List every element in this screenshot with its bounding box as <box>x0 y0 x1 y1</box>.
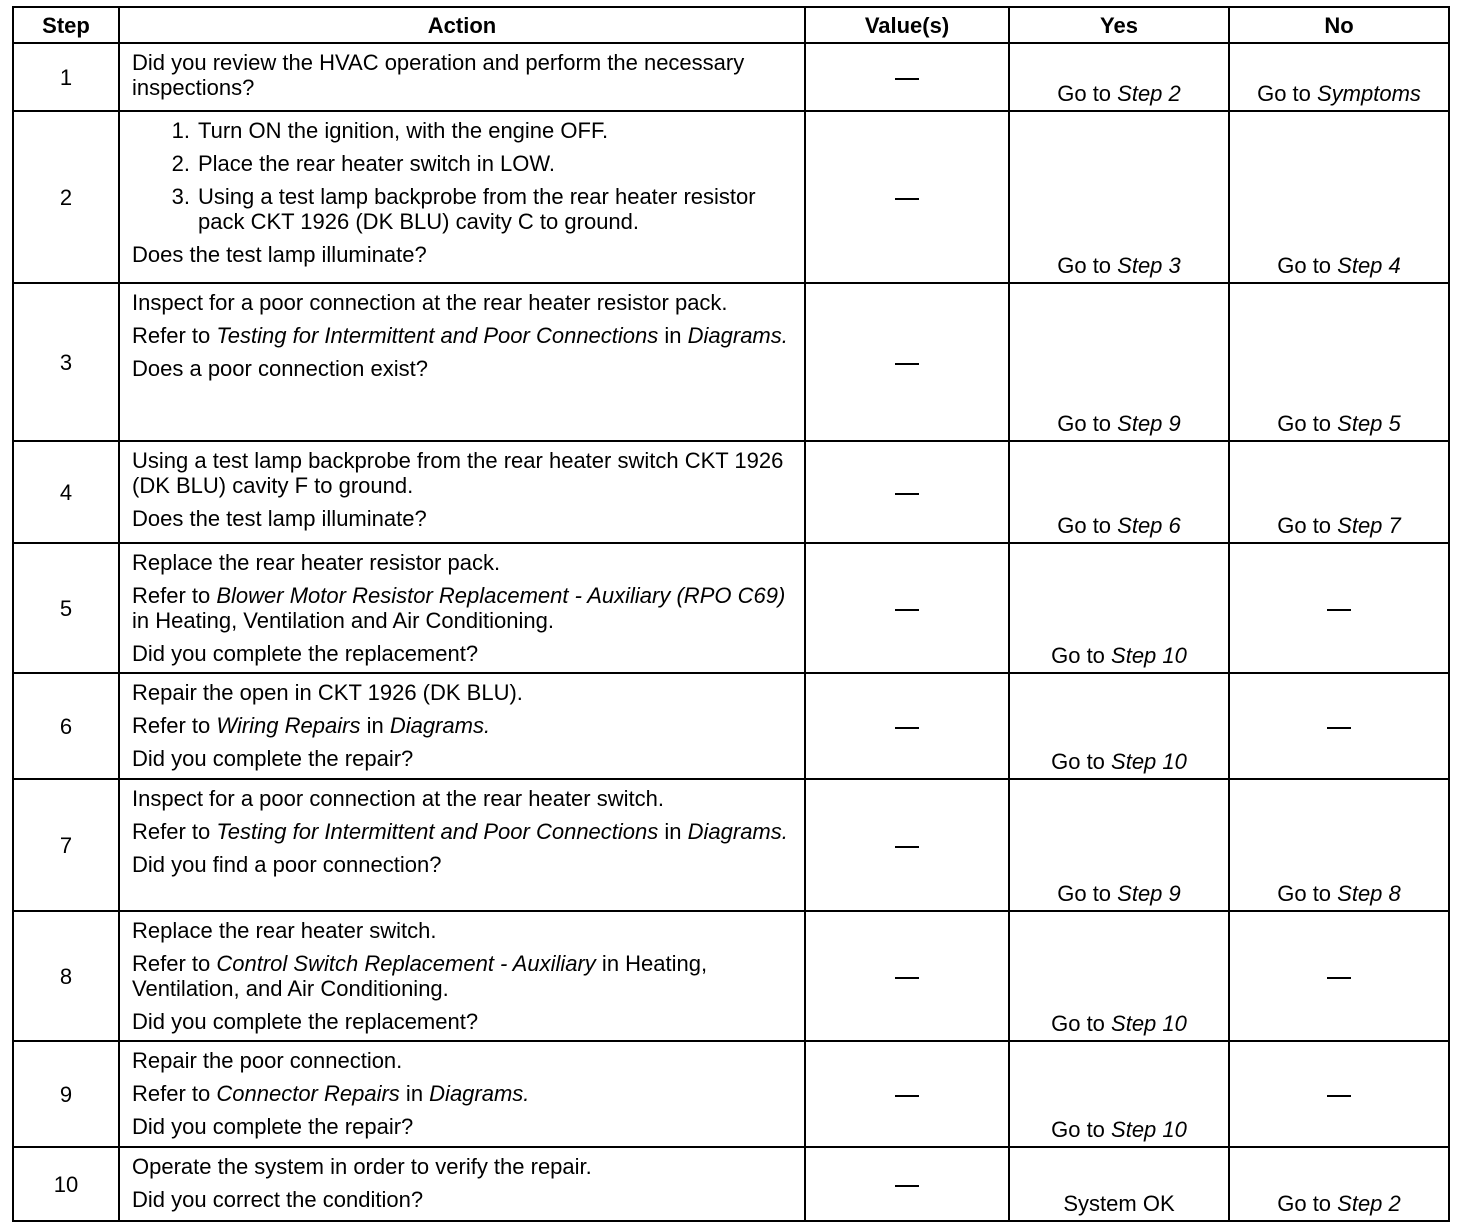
yes-target: Step 10 <box>1111 749 1187 774</box>
action-text: Did you complete the repair? <box>132 1114 414 1139</box>
yes-cell <box>1009 441 1229 543</box>
header-row <box>13 7 1449 43</box>
action-text: Does the test lamp illuminate? <box>132 242 427 267</box>
value-cell <box>805 441 1009 543</box>
yes-prefix: Go to <box>1051 1117 1112 1142</box>
no-prefix: Go to <box>1277 513 1338 538</box>
list-item-text: Using a test lamp backprobe from the rear heater resistor pack CKT 1926 (DK BLU) cavity C to ground. <box>198 184 756 234</box>
action-cell <box>119 111 805 283</box>
action-cell <box>119 543 805 673</box>
value-cell <box>805 779 1009 911</box>
action-text: Refer to <box>132 1081 217 1106</box>
action-paragraph <box>132 50 792 100</box>
step-cell: 1 <box>13 43 119 111</box>
reference-link: Testing for Intermittent and Poor Connections <box>216 819 659 844</box>
value-cell <box>805 283 1009 441</box>
yes-prefix: System OK <box>1063 1191 1175 1216</box>
reference-link: Diagrams. <box>687 819 788 844</box>
table-row <box>13 43 1449 111</box>
value-dash <box>895 846 919 848</box>
value-cell <box>805 43 1009 111</box>
yes-prefix: Go to <box>1057 253 1118 278</box>
no-prefix: Go to <box>1277 253 1338 278</box>
list-item-number: 3. <box>171 184 190 209</box>
action-paragraph <box>132 550 792 575</box>
action-text: Operate the system in order to verify the repair. <box>132 1154 592 1179</box>
action-paragraph <box>132 290 792 315</box>
action-paragraph <box>132 786 792 811</box>
yes-target: Step 10 <box>1111 1117 1187 1142</box>
reference-link: Blower Motor Resistor Replacement - Auxiliary (RPO C69) <box>216 583 786 608</box>
action-paragraph <box>132 951 792 1001</box>
action-paragraph <box>132 1114 792 1139</box>
list-item-number: 2. <box>171 151 190 176</box>
header-yes: Yes <box>1009 7 1229 43</box>
reference-link: Connector Repairs <box>216 1081 400 1106</box>
action-text: Inspect for a poor connection at the rear heater resistor pack. <box>132 290 728 315</box>
no-cell <box>1229 111 1449 283</box>
yes-cell <box>1009 1147 1229 1221</box>
action-paragraph <box>132 1154 792 1179</box>
value-dash <box>895 493 919 495</box>
value-dash <box>895 1185 919 1187</box>
action-text: Replace the rear heater resistor pack. <box>132 550 501 575</box>
diagnostic-table <box>12 6 1450 1222</box>
no-cell <box>1229 779 1449 911</box>
yes-prefix: Go to <box>1057 881 1118 906</box>
reference-link: Testing for Intermittent and Poor Connections <box>216 323 659 348</box>
action-text: Replace the rear heater switch. <box>132 918 437 943</box>
action-text: Refer to <box>132 323 217 348</box>
list-item <box>132 184 792 234</box>
action-text: Refer to <box>132 819 217 844</box>
table-row <box>13 673 1449 779</box>
action-cell <box>119 283 805 441</box>
action-text: in <box>658 323 688 348</box>
action-paragraph <box>132 356 792 381</box>
action-paragraph <box>132 323 792 348</box>
no-cell <box>1229 673 1449 779</box>
action-text: Does a poor connection exist? <box>132 356 428 381</box>
table-row <box>13 543 1449 673</box>
action-paragraph <box>132 1081 792 1106</box>
action-text: Did you complete the replacement? <box>132 641 479 666</box>
no-target: Step 2 <box>1337 1191 1401 1216</box>
value-cell <box>805 1147 1009 1221</box>
value-dash <box>895 363 919 365</box>
value-cell <box>805 911 1009 1041</box>
value-cell <box>805 543 1009 673</box>
action-paragraph <box>132 713 792 738</box>
step-cell: 8 <box>13 911 119 1041</box>
step-cell: 5 <box>13 543 119 673</box>
value-cell <box>805 673 1009 779</box>
no-cell <box>1229 1041 1449 1147</box>
no-target: Step 7 <box>1337 513 1401 538</box>
action-paragraph <box>132 819 792 844</box>
action-text: Did you find a poor connection? <box>132 852 442 877</box>
action-cell <box>119 673 805 779</box>
value-dash <box>895 198 919 200</box>
action-text: Repair the open in CKT 1926 (DK BLU). <box>132 680 523 705</box>
yes-target: Step 6 <box>1117 513 1181 538</box>
action-paragraph <box>132 641 792 666</box>
action-text: Did you review the HVAC operation and perform the necessary inspections? <box>132 50 745 100</box>
action-text: in <box>658 819 688 844</box>
action-paragraph <box>132 242 792 267</box>
yes-prefix: Go to <box>1057 513 1118 538</box>
yes-prefix: Go to <box>1057 411 1118 436</box>
no-prefix: Go to <box>1277 1191 1338 1216</box>
action-paragraph <box>132 583 792 633</box>
action-text: Inspect for a poor connection at the rear heater switch. <box>132 786 664 811</box>
table-row <box>13 111 1449 283</box>
reference-link: Wiring Repairs <box>216 713 361 738</box>
list-item-text: Place the rear heater switch in LOW. <box>198 151 556 176</box>
value-dash <box>895 609 919 611</box>
table-row <box>13 283 1449 441</box>
action-cell <box>119 441 805 543</box>
action-text: Did you complete the repair? <box>132 746 414 771</box>
no-cell <box>1229 911 1449 1041</box>
yes-target: Step 3 <box>1117 253 1181 278</box>
action-cell <box>119 1147 805 1221</box>
step-cell: 4 <box>13 441 119 543</box>
no-cell <box>1229 283 1449 441</box>
step-cell: 3 <box>13 283 119 441</box>
action-paragraph <box>132 680 792 705</box>
action-cell <box>119 43 805 111</box>
no-dash <box>1327 1095 1351 1097</box>
step-cell: 2 <box>13 111 119 283</box>
yes-cell <box>1009 673 1229 779</box>
value-cell <box>805 1041 1009 1147</box>
no-dash <box>1327 727 1351 729</box>
yes-cell <box>1009 543 1229 673</box>
value-dash <box>895 977 919 979</box>
action-paragraph <box>132 918 792 943</box>
action-paragraph <box>132 1187 792 1212</box>
action-paragraph <box>132 852 792 877</box>
header-step: Step <box>13 7 119 43</box>
table-row <box>13 1147 1449 1221</box>
action-text: in <box>360 713 390 738</box>
action-paragraph <box>132 448 792 498</box>
action-text: Repair the poor connection. <box>132 1048 403 1073</box>
no-target: Step 8 <box>1337 881 1401 906</box>
no-cell <box>1229 441 1449 543</box>
action-cell <box>119 911 805 1041</box>
no-cell <box>1229 543 1449 673</box>
yes-cell <box>1009 1041 1229 1147</box>
action-text: Refer to <box>132 583 217 608</box>
action-text: in Heating, Ventilation, and Air Conditioning. <box>132 951 708 1001</box>
action-cell <box>119 779 805 911</box>
action-text: Did you correct the condition? <box>132 1187 424 1212</box>
step-cell: 10 <box>13 1147 119 1221</box>
yes-target: Step 10 <box>1111 643 1187 668</box>
no-dash <box>1327 609 1351 611</box>
header-no: No <box>1229 7 1449 43</box>
no-prefix: Go to <box>1277 881 1338 906</box>
list-item <box>132 118 792 143</box>
table-row <box>13 441 1449 543</box>
value-dash <box>895 78 919 80</box>
reference-link: Diagrams. <box>429 1081 530 1106</box>
header-action: Action <box>119 7 805 43</box>
table-row <box>13 1041 1449 1147</box>
reference-link: Control Switch Replacement - Auxiliary <box>216 951 596 976</box>
action-paragraph <box>132 746 792 771</box>
step-cell: 6 <box>13 673 119 779</box>
value-cell <box>805 111 1009 283</box>
table-body <box>13 43 1449 1221</box>
list-item <box>132 151 792 176</box>
yes-target: Step 2 <box>1117 81 1181 106</box>
reference-link: Diagrams. <box>687 323 788 348</box>
numbered-list <box>132 118 792 234</box>
action-text: Using a test lamp backprobe from the rear heater switch CKT 1926 (DK BLU) cavity F to ground. <box>132 448 784 498</box>
yes-prefix: Go to <box>1051 1011 1112 1036</box>
yes-prefix: Go to <box>1057 81 1118 106</box>
list-item-number: 1. <box>171 118 190 143</box>
value-dash <box>895 1095 919 1097</box>
header-values: Value(s) <box>805 7 1009 43</box>
yes-cell <box>1009 43 1229 111</box>
no-prefix: Go to <box>1277 411 1338 436</box>
yes-cell <box>1009 779 1229 911</box>
table-row <box>13 911 1449 1041</box>
value-dash <box>895 727 919 729</box>
action-text: Refer to <box>132 713 217 738</box>
action-paragraph <box>132 506 792 531</box>
step-cell: 9 <box>13 1041 119 1147</box>
yes-prefix: Go to <box>1051 643 1112 668</box>
action-text: in Heating, Ventilation and Air Conditioning. <box>132 608 554 633</box>
yes-target: Step 9 <box>1117 881 1181 906</box>
action-paragraph <box>132 1048 792 1073</box>
list-item-text: Turn ON the ignition, with the engine OFF. <box>198 118 609 143</box>
yes-cell <box>1009 111 1229 283</box>
yes-cell <box>1009 911 1229 1041</box>
no-cell <box>1229 43 1449 111</box>
action-text: Does the test lamp illuminate? <box>132 506 427 531</box>
step-cell: 7 <box>13 779 119 911</box>
no-target: Step 4 <box>1337 253 1401 278</box>
no-target: Step 5 <box>1337 411 1401 436</box>
reference-link: Diagrams. <box>389 713 491 738</box>
yes-prefix: Go to <box>1051 749 1112 774</box>
yes-cell <box>1009 283 1229 441</box>
action-text: Did you complete the replacement? <box>132 1009 479 1034</box>
no-cell <box>1229 1147 1449 1221</box>
action-paragraph <box>132 1009 792 1034</box>
no-dash <box>1327 977 1351 979</box>
yes-target: Step 9 <box>1117 411 1181 436</box>
action-text: Refer to <box>132 951 217 976</box>
no-prefix: Go to <box>1257 81 1317 106</box>
table-row <box>13 779 1449 911</box>
action-text: in <box>399 1081 430 1106</box>
action-cell <box>119 1041 805 1147</box>
no-target: Symptoms <box>1317 81 1421 106</box>
yes-target: Step 10 <box>1111 1011 1187 1036</box>
